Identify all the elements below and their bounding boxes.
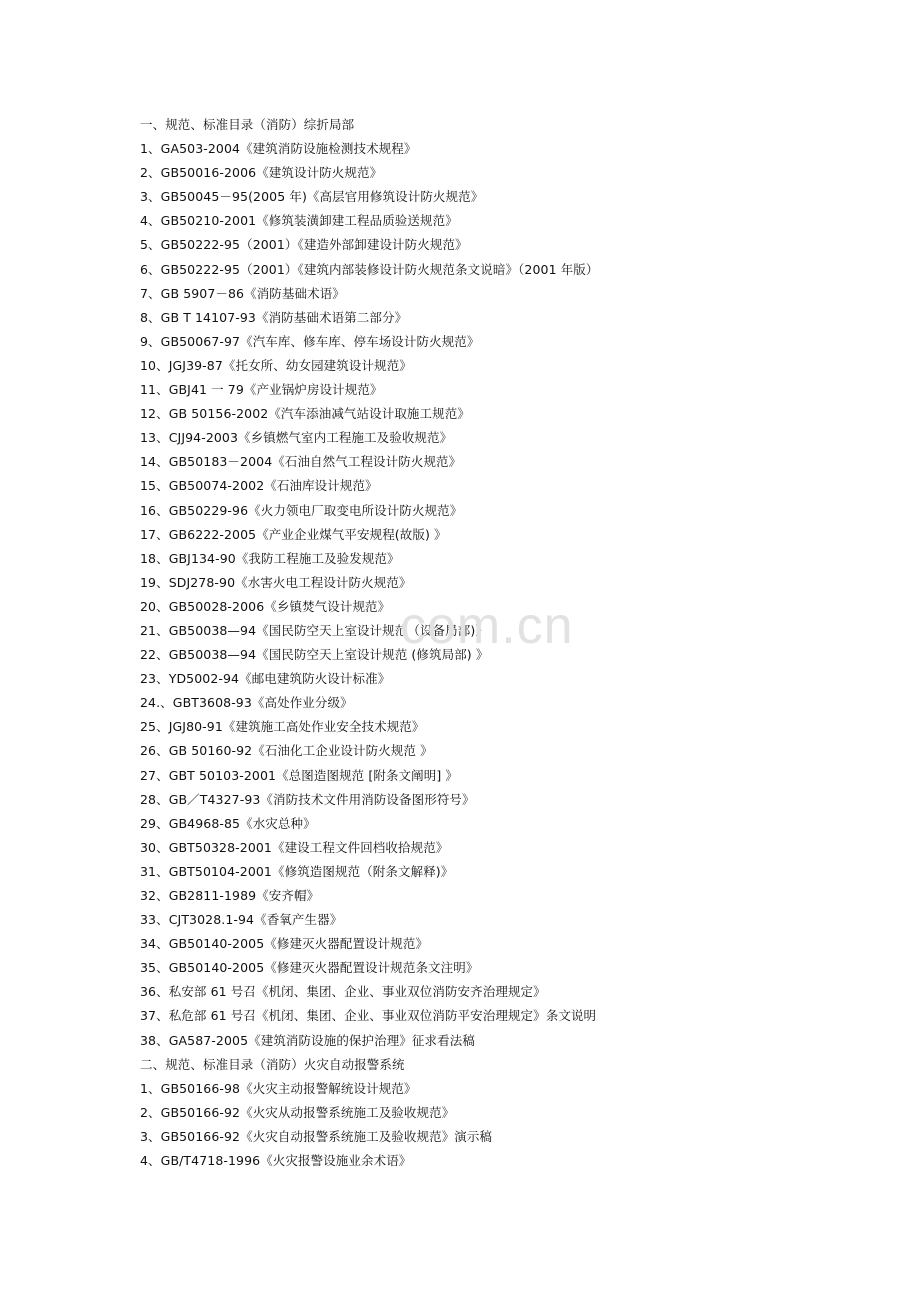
list-item: 34、GB50140-2005《修建灭火器配置设计规范》 (140, 936, 429, 952)
list-item: 2、GB50016-2006《建筑设计防火规范》 (140, 165, 383, 181)
list-item: 3、GB50045－95(2005 年)《高层官用修筑设计防火规范》 (140, 189, 484, 205)
list-item: 36、私安部 61 号召《机闭、集团、企业、事业双位消防安齐治理规定》 (140, 984, 546, 1000)
watermark: com.cn (400, 597, 574, 655)
list-item: 25、JGJ80-91《建筑施工高处作业安全技术规范》 (140, 719, 425, 735)
list-item: 9、GB50067-97《汽车库、修车库、停车场设计防火规范》 (140, 333, 480, 349)
list-item: 20、GB50028-2006《乡镇焚气设计规范》 (140, 598, 391, 614)
list-item: 1、GA503-2004《建筑消防设施检测技术规程》 (140, 141, 417, 157)
list-item: 17、GB6222-2005《产业企业煤气平安规程(故版) 》 (140, 526, 447, 542)
list-item: 4、GB50210-2001《修筑装潢卸建工程品质验送规范》 (140, 213, 458, 229)
list-item: 28、GB／T4327-93《消防技术文件用消防设备图形符号》 (140, 791, 475, 807)
list-item: 11、GBJ41 一 79《产业锅炉房设计规范》 (140, 382, 383, 398)
list-item: 35、GB50140-2005《修建灭火器配置设计规范条文注明》 (140, 960, 479, 976)
list-item: 32、GB2811-1989《安齐帽》 (140, 888, 320, 903)
list-item: 1、GB50166-98《火灾主动报警解统设计规范》 (140, 1080, 417, 1096)
list-item: 4、GB/T4718-1996《火灾报警设施业余术语》 (140, 1153, 412, 1169)
list-item: 14、GB50183－2004《石油自然气工程设计防火规范》 (140, 454, 462, 470)
list-item: 19、SDJ278-90《水害火电工程设计防火规范》 (140, 574, 412, 590)
list-item: 29、GB4968-85《水灾总种》 (140, 815, 316, 831)
list-item: 7、GB 5907－86《消防基础术语》 (140, 285, 345, 301)
list-item: 30、GBT50328-2001《建设工程文件回档收拾规范》 (140, 839, 449, 855)
list-item: 18、GBJ134-90《我防工程施工及验发规范》 (140, 550, 400, 566)
list-item: 16、GB50229-96《火力领电厂取变电所设计防火规范》 (140, 502, 463, 518)
section-heading: 一、规范、标准目录（消防）综折局部 (140, 117, 355, 132)
list-item: 12、GB 50156-2002《汽车添油减气站设计取施工规范》 (140, 406, 470, 422)
list-item: 5、GB50222-95（2001）《建造外部卸建设计防火规范》 (140, 237, 468, 253)
list-item: 8、GB T 14107-93《消防基础术语第二部分》 (140, 309, 408, 325)
list-item: 15、GB50074-2002《石油库设计规范》 (140, 478, 378, 494)
list-item: 3、GB50166-92《火灾自动报警系统施工及验收规范》演示稿 (140, 1128, 493, 1144)
list-item: 21、GB50038—94《国民防空天上室设计规范（设备局部)》 (140, 622, 488, 638)
list-item: 13、CJJ94-2003《乡镇燃气室内工程施工及验收规范》 (140, 430, 453, 446)
section-heading: 二、规范、标准目录（消防）火灾自动报警系统 (140, 1056, 405, 1072)
list-item: 6、GB50222-95（2001）《建筑内部装修设计防火规范条文说暗》（2001 年版） (140, 261, 599, 277)
list-item: 31、GBT50104-2001《修筑造图规范（附条文解释)》 (140, 863, 454, 879)
list-item: 27、GBT 50103-2001《总图造图规范 [附条文阐明] 》 (140, 767, 458, 783)
list-item: 37、私危部 61 号召《机闭、集团、企业、事业双位消防平安治理规定》条文说明 (140, 1008, 597, 1024)
list-item: 2、GB50166-92《火灾从动报警系统施工及验收规范》 (140, 1104, 455, 1120)
list-item: 26、GB 50160-92《石油化工企业设计防火规范 》 (140, 743, 433, 759)
list-item: 10、JGJ39-87《托女所、幼女园建筑设计规范》 (140, 357, 412, 373)
list-item: 33、CJT3028.1-94《香氧产生器》 (140, 912, 343, 928)
list-item: 23、YD5002-94《邮电建筑防火设计标准》 (140, 671, 391, 687)
list-item: 22、GB50038—94《国民防空天上室设计规范 (修筑局部) 》 (140, 647, 489, 663)
list-item: 24.、GBT3608-93《高处作业分级》 (140, 695, 353, 711)
list-item: 38、GA587-2005《建筑消防设施的保护治理》征求看法稿 (140, 1032, 475, 1048)
